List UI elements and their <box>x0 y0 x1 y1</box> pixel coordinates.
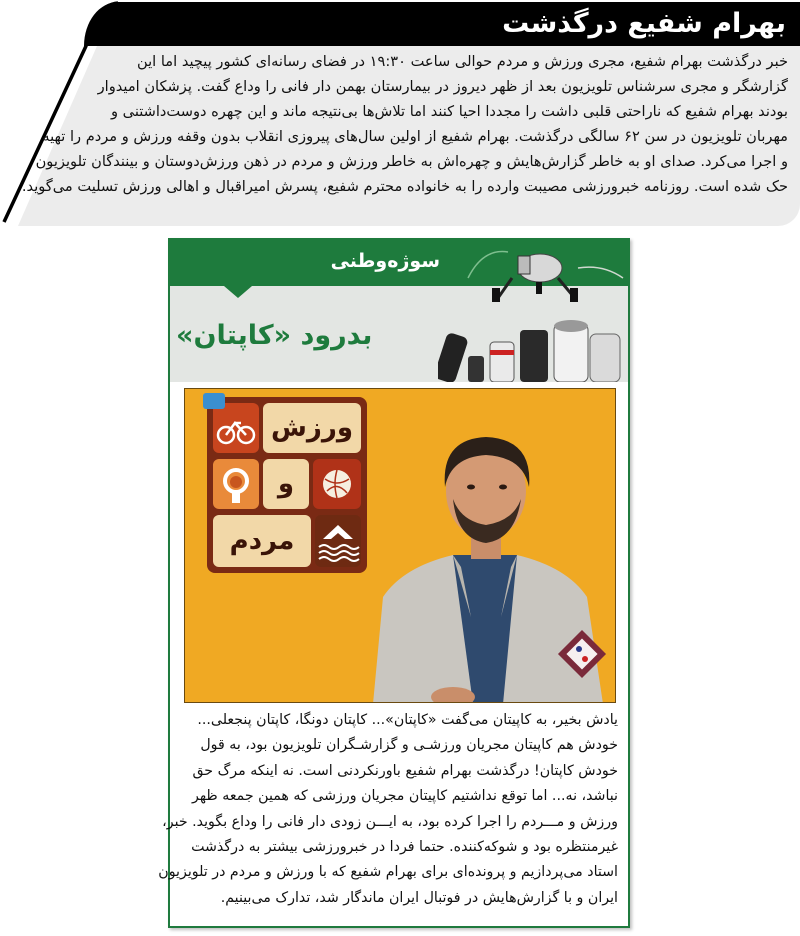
top-news-text <box>21 49 788 199</box>
top-news-line: مهربان تلویزیون در سن ۶۲ سالگی درگذشت. بهرام شفیع از اولین سال‌های پیروزی انقلاب بدون وقفه ورزش و مردم را تهیه <box>42 128 788 145</box>
top-news-block <box>0 0 800 230</box>
column-body-text <box>158 708 618 911</box>
top-news-header-bar <box>84 2 800 46</box>
header-notch-arrow <box>224 286 252 298</box>
cycling-tile <box>213 403 259 453</box>
column-line: ایران و با گزارش‌هایش در فوتبال ایران ماندگار شد، تدارک می‌بینیم. <box>220 889 618 906</box>
column-kicker: سوژه‌وطنی <box>330 250 440 272</box>
lens-group-icon <box>438 320 620 382</box>
presenter-figure <box>353 417 616 703</box>
trophy-icon <box>213 459 259 509</box>
logo-word-mardom: مردم <box>213 515 311 567</box>
top-news-line: گزارشگر و مجری سرشناس تلویزیون بعد از ظهر دیروز در بیمارستان بهمن دار فانی را وداع گفت. پزشکان امیدوار <box>97 78 788 95</box>
column-box <box>158 238 630 928</box>
varzesh-va-mardom-logo <box>207 397 367 573</box>
column-line: غیرمنتظره بود و شوکه‌کننده. حتما فردا در خبرورزشی بیشتر به درگذشت <box>191 839 618 856</box>
wrestling-tile <box>213 459 259 509</box>
logo-word-varzesh: ورزش <box>263 403 361 453</box>
column-line: ورزش و مـــردم را اجرا کرده بود، به ایـــن زودی دار فانی را وداع بگوید. خبر، <box>162 813 618 830</box>
flying-camera-icon <box>492 254 578 302</box>
column-headline: بدرود «کاپتان» <box>176 320 373 351</box>
column-line: خودش کاپتان! درگذشت بهرام شفیع باورنکردنی است. نه اینکه مرگ حق <box>192 762 618 779</box>
top-news-line: حک شده است. روزنامه خبرورزشی مصیبت وارده را به خانواده محترم شفیع، پسرش امیراقبال و اهالی ورزش تسلیت می‌گوید. <box>21 178 788 195</box>
column-line: استاد می‌پردازیم و پرونده‌ای برای بهرام شفیع که با ورزش و مردم در تلویزیون <box>158 864 618 881</box>
top-news-line: و اجرا می‌کرد. صدای او به خاطر گزارش‌هایش و چهره‌اش به خاطر ورزش و مردم در ذهن ورزش‌دوستان و بینندگان تلویزیون <box>35 153 788 170</box>
channel-logo-icon <box>203 393 225 409</box>
camera-lenses-illustration <box>438 238 628 382</box>
column-line: نباشد، نه... اما توقع نداشتیم کاپیتان مجریان ورزشی که همین جمعه ظهر <box>192 788 618 805</box>
bicycle-icon <box>213 403 259 453</box>
column-line: یادش بخیر، به کاپیتان می‌گفت «کاپتان»... کاپتان دونگا، کاپتان پنجعلی... <box>197 712 618 728</box>
top-news-line: بودند بهرام شفیع که ناراحتی قلبی داشت را مجددا احیا کنند اما تلاش‌ها بی‌نتیجه ماند و این چهره دوست‌داشتنی و <box>110 103 788 120</box>
top-news-line: خبر درگذشت بهرام شفیع، مجری ورزش و مردم حوالی ساعت ۱۹:۳۰ در فضای رسانه‌ای کشور پیچید اما این <box>137 53 788 70</box>
top-news-title: بهرام شفیع درگذشت <box>502 8 786 39</box>
presenter-photo <box>184 388 616 703</box>
logo-word-va: و <box>263 459 309 509</box>
column-line: خودش هم کاپیتان مجریان ورزشـی و گزارشـگران تلویزیون بود، به قول <box>200 737 618 754</box>
